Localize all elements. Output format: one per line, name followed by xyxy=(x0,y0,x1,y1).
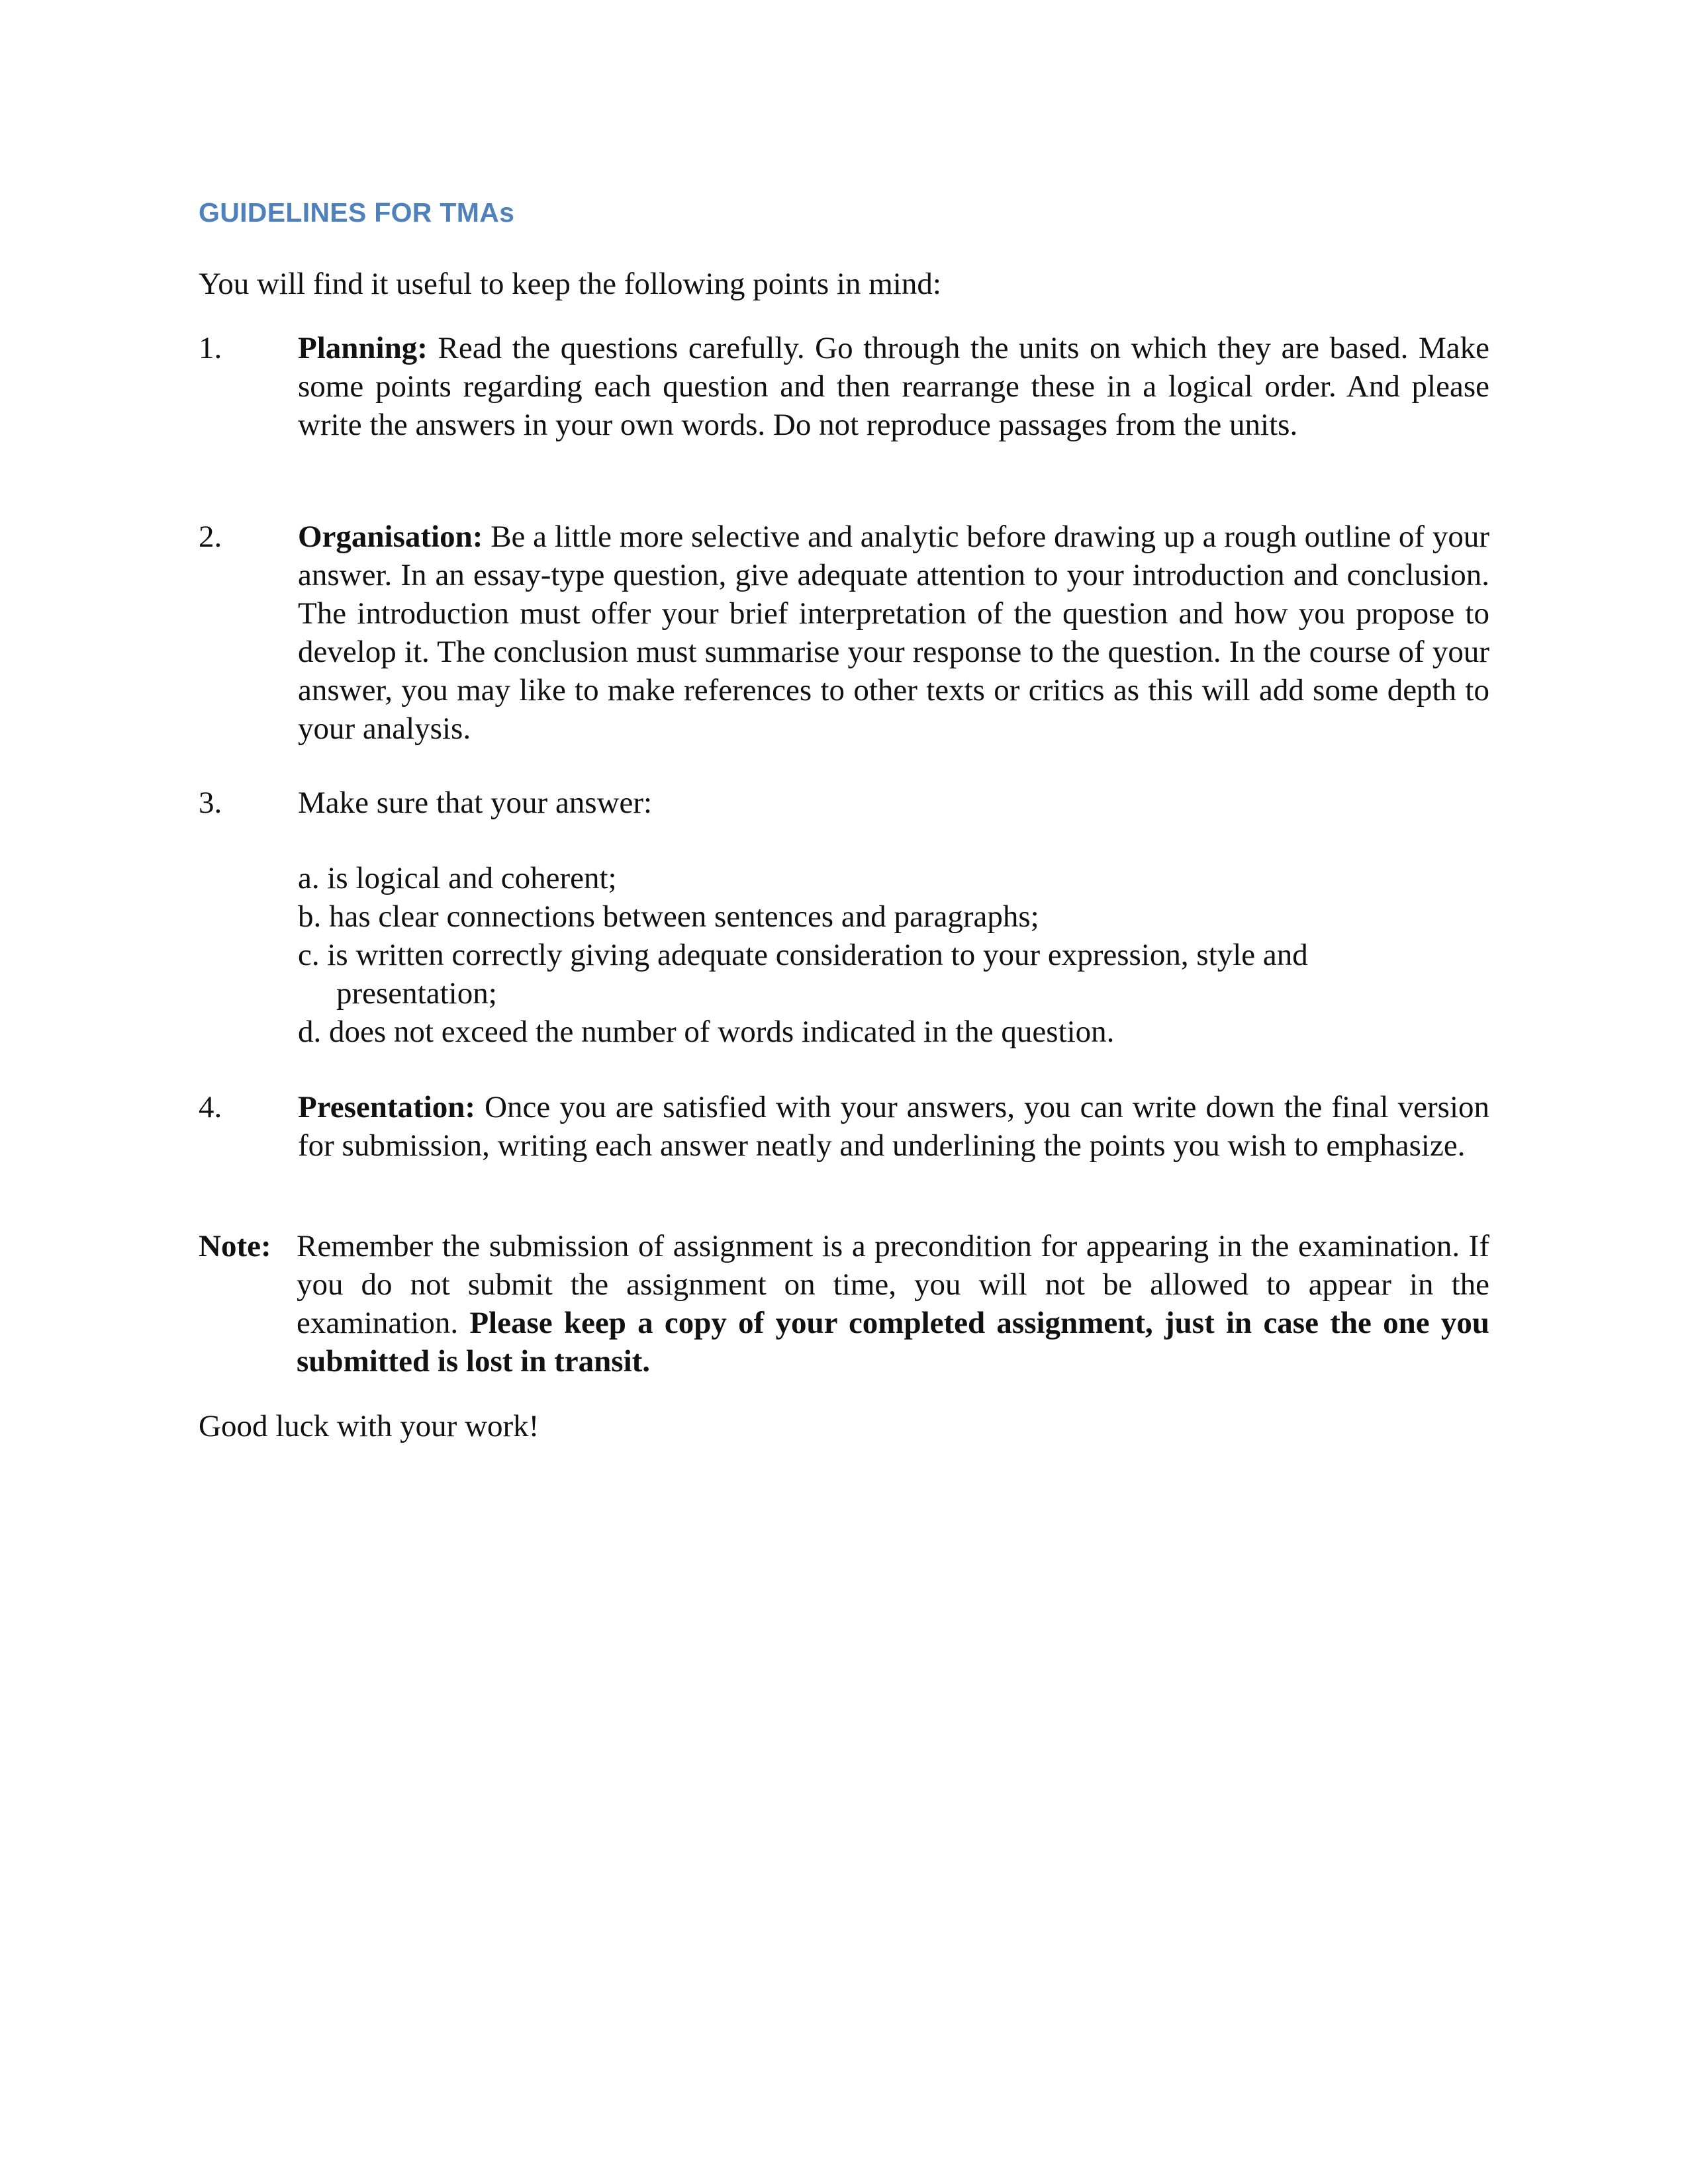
answer-checklist xyxy=(298,859,1489,1051)
item-title: Planning: xyxy=(298,331,428,365)
item-title: Organisation: xyxy=(298,520,483,554)
item-text: Read the questions carefully. Go through the units on which they are based. Make some points regarding each question and then rearrange these in a logical order. And please write the answers in your own words. Do not reproduce passages from the units. xyxy=(298,331,1490,442)
note-text: Remember the submission of assignment is a precondition for appearing in the examination. If you do not submit the assignment on time, you will not be allowed to appear in the examination. xyxy=(297,1229,1489,1340)
item-body xyxy=(298,518,1489,748)
note-body xyxy=(297,1227,1489,1381)
checklist-item-a: a. is logical and coherent; xyxy=(298,861,617,895)
checklist-item-c-continued: presentation; xyxy=(336,976,497,1011)
note-label: Note: xyxy=(199,1229,271,1263)
intro-text: You will find it useful to keep the following points in mind: xyxy=(199,267,941,301)
closing-line: Good luck with your work! xyxy=(199,1409,539,1443)
checklist-item-d: d. does not exceed the number of words indicated in the question. xyxy=(298,1015,1115,1049)
checklist-item-c: c. is written correctly giving adequate consideration to your expression, style and xyxy=(298,938,1308,972)
item-number: 4. xyxy=(199,1090,222,1124)
page-title: GUIDELINES FOR TMAs xyxy=(199,197,515,228)
item-title: Presentation: xyxy=(298,1090,476,1124)
item-text: Once you are satisfied with your answers, you can write down the final version for submission, writing each answer neatly and underlining the points you wish to emphasize. xyxy=(298,1090,1489,1163)
item-text: Be a little more selective and analytic before drawing up a rough outline of your answer. In an essay-type question, give adequate attention to your introduction and conclusion. The introduction must offer your brief interpretation of the question and how you propose to develop it. The conclusion must summarise your response to the question. In the course of your answer, you may like to make references to other texts or critics as this will add some depth to your analysis. xyxy=(298,520,1489,746)
item-number: 1. xyxy=(199,331,222,365)
item-body xyxy=(298,329,1489,444)
item-number: 2. xyxy=(199,520,222,554)
item-body xyxy=(298,784,1489,822)
note-emphasis: Please keep a copy of your completed assignment, just in case the one you submitted is lost in transit. xyxy=(297,1306,1490,1379)
checklist-item-b: b. has clear connections between sentences and paragraphs; xyxy=(298,899,1039,934)
item-body xyxy=(298,1088,1489,1165)
item-number: 3. xyxy=(199,786,222,820)
item-text: Make sure that your answer: xyxy=(298,786,653,820)
